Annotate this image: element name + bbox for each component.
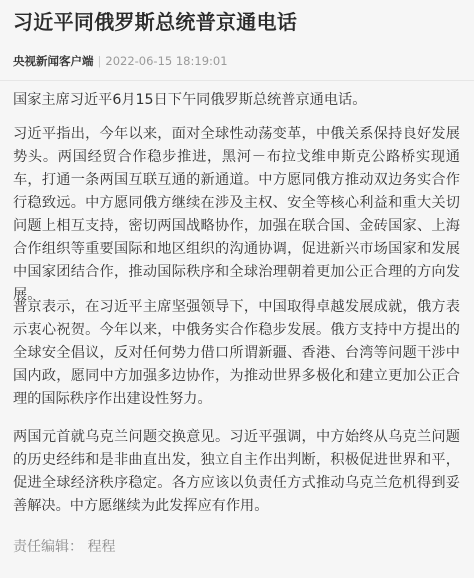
- article-paragraph: 国家主席习近平6月15日下午同俄罗斯总统普京通电话。: [13, 92, 367, 108]
- publish-time: 2022-06-15 18:19:01: [105, 54, 228, 68]
- article-title: 习近平同俄罗斯总统普京通电话: [13, 10, 298, 34]
- article-paragraph: 习近平指出，今年以来，面对全球性动荡变革，中俄关系保持良好发展势头。两国经贸合作稳步推进，黑河－布拉戈维申斯克公路桥实现通车，打通一条两国互联互通的新通道。中方愿同俄方推动双边务实合作行稳致远。中方愿同俄方继续在涉及主权、安全等核心利益和重大关切问题上相互支持，密切两国战略协作，加强在联合国、金砖国家、上海合作组织等重要国际和地区组织的沟通协调，促进新兴市场国家和发展中国家团结合作，推动国际秩序和全球治理朝着更加公正合理的方向发展。: [13, 126, 460, 303]
- editor-credit: 责任编辑： 程程: [13, 539, 116, 555]
- meta-separator: |: [97, 54, 102, 68]
- article-paragraph: 普京表示，在习近平主席坚强领导下，中国取得卓越发展成就，俄方表示衷心祝贺。今年以来，中俄务实合作稳步发展。俄方支持中方提出的全球安全倡议，反对任何势力借口所谓新疆、香港、台湾等问题干涉中国内政，愿同中方加强多边协作，为推动世界多极化和建立更加公正合理的国际秩序作出建设性努力。: [13, 299, 460, 407]
- source-label[interactable]: 央视新闻客户端: [13, 54, 94, 68]
- header-divider: [0, 80, 474, 81]
- article-meta: [13, 50, 228, 72]
- article-paragraph: 两国元首就乌克兰问题交换意见。习近平强调，中方始终从乌克兰问题的历史经纬和是非曲直出发，独立自主作出判断，积极促进世界和平，促进全球经济秩序稳定。各方应该以负责任方式推动乌克兰危机得到妥善解决。中方愿继续为此发挥应有作用。: [13, 429, 460, 514]
